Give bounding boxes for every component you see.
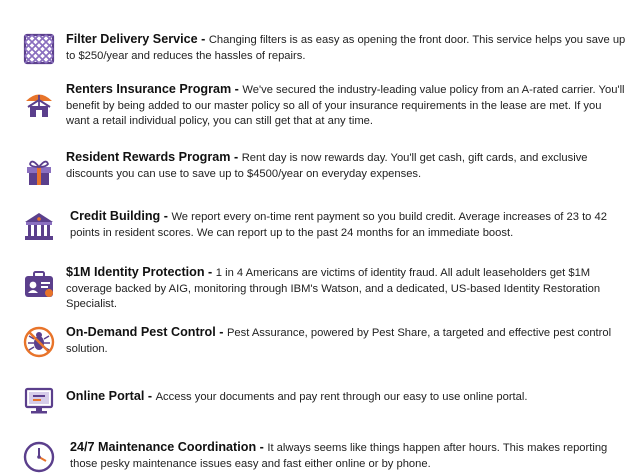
service-title: Resident Rewards Program — [66, 150, 231, 164]
service-title: Renters Insurance Program — [66, 82, 232, 96]
service-text: On-Demand Pest Control - Pest Assurance, powered by Pest Share, a targeted and effective pest control solution. — [66, 325, 612, 355]
service-text: Online Portal - Access your documents and pay rent through our easy to use online portal. — [66, 389, 528, 403]
clock-icon — [22, 440, 56, 474]
service-title: Filter Delivery Service — [66, 32, 198, 46]
no-pest-icon — [22, 325, 56, 359]
service-description: Rent day is now rewards day. You'll get cash, gift cards, and exclusive discounts you can use to save up to $4500/year on everyday expenses. — [66, 152, 588, 180]
umbrella-house-icon — [22, 86, 56, 120]
service-text: Renters Insurance Program - We've secured the industry-leading value policy from an A-rated carrier. You'll benefit by being added to our master policy so all of your insurance requirements in the lease are met. If you want a retail individual policy, you can still get that at any time. — [66, 82, 625, 128]
service-description: 1 in 4 Americans are victims of identity fraud. All adult leaseholders get $1M coverage backed by AIG, monitoring through IBM's Watson, and a dedicated, US-based Identity Restoration Specialist. — [66, 267, 601, 311]
service-text: Filter Delivery Service - Changing filters is as easy as opening the front door. This service helps you save up to $250/year and reduces the hassles of repairs. — [66, 32, 626, 62]
service-description: Access your documents and pay rent through our easy to use online portal. — [155, 391, 528, 403]
service-description: It always seems like things happen after hours. This makes reporting those pesky maintenance issues easy and fast either online or by phone. — [70, 442, 608, 470]
service-text: Credit Building - We report every on-time rent payment so you build credit. Average increases of 23 to 42 points in resident scores. We can report up to the past 24 months for an immediate boost. — [70, 209, 607, 239]
service-description: Pest Assurance, powered by Pest Share, a targeted and effective pest control solution. — [66, 327, 612, 355]
bank-icon — [22, 209, 56, 243]
filter-icon — [22, 32, 56, 66]
identity-briefcase-icon — [22, 267, 56, 301]
service-text: 24/7 Maintenance Coordination - It always seems like things happen after hours. This makes reporting those pesky maintenance issues easy and fast either online or by phone. — [70, 440, 608, 470]
service-title: 24/7 Maintenance Coordination — [70, 440, 257, 454]
service-title: Credit Building — [70, 209, 161, 223]
service-title: On-Demand Pest Control — [66, 325, 216, 339]
service-title: $1M Identity Protection — [66, 265, 205, 279]
service-text: Resident Rewards Program - Rent day is now rewards day. You'll get cash, gift cards, and exclusive discounts you can use to save up to $4500/year on everyday expenses. — [66, 150, 588, 180]
gift-icon — [22, 154, 56, 188]
service-title: Online Portal — [66, 389, 145, 403]
service-description: We've secured the industry-leading value policy from an A-rated carrier. You'll benefit by being added to our master policy so all of your insurance requirements in the lease are met. If you want a retail individual policy, you can still get that at any time. — [66, 84, 625, 128]
service-description: Changing filters is as easy as opening the front door. This service helps you save up to $250/year and reduces the hassles of repairs. — [66, 34, 626, 62]
cropped-heading — [0, 0, 640, 4]
service-description: We report every on-time rent payment so you build credit. Average increases of 23 to 42 points in resident scores. We can report up to the past 24 months for an immediate boost. — [70, 211, 607, 239]
monitor-icon — [22, 383, 56, 417]
service-text: $1M Identity Protection - 1 in 4 Americans are victims of identity fraud. All adult leaseholders get $1M coverage backed by AIG, monitoring through IBM's Watson, and a dedicated, US-based Identity Restoration Specialist. — [66, 265, 601, 311]
